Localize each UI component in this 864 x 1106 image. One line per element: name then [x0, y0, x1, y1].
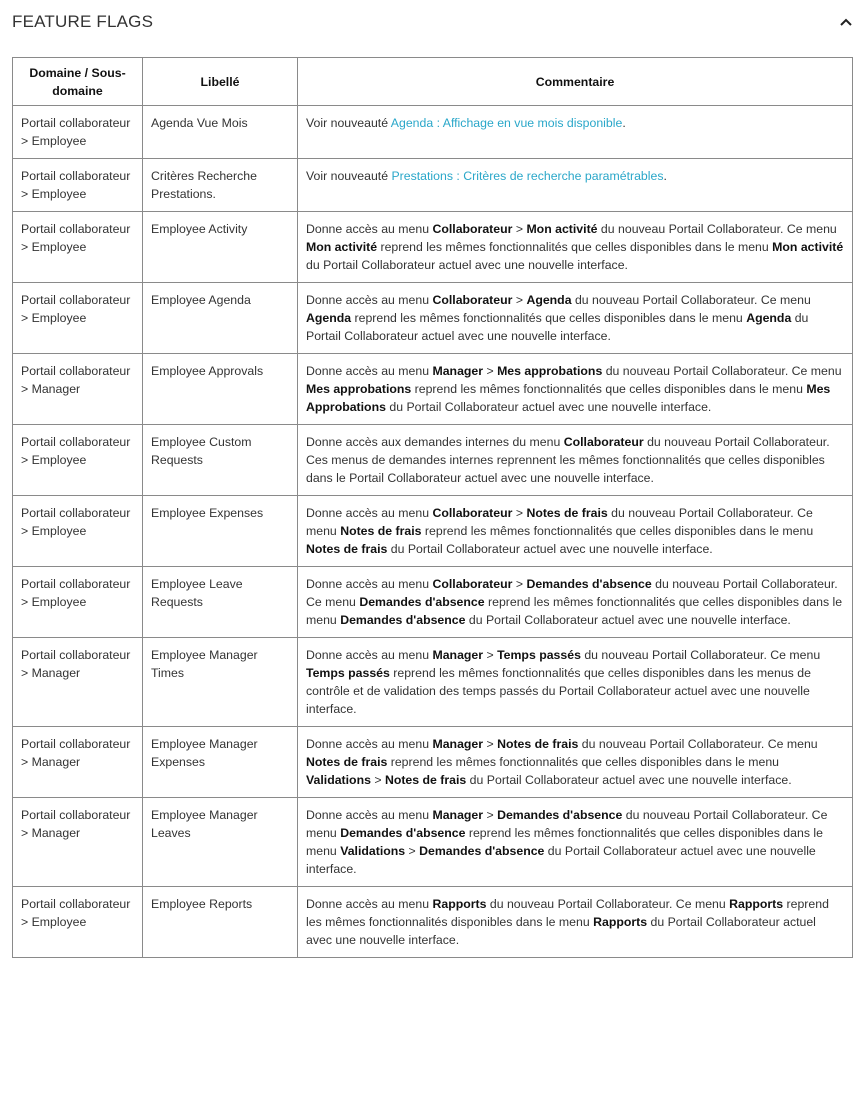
cell-comment [298, 106, 853, 159]
menu-name: Collaborateur [432, 293, 513, 307]
cell-domain: Portail collaborateur > Employee [13, 887, 143, 958]
menu-name: Validations [340, 844, 406, 858]
table-row [13, 106, 853, 159]
comment-text: Voir nouveauté [306, 169, 392, 183]
menu-name: Manager [432, 808, 484, 822]
cell-domain: Portail collaborateur > Employee [13, 567, 143, 638]
comment-text: Donne accès au menu [306, 222, 433, 236]
comment-text: > [512, 222, 527, 236]
news-link[interactable]: Agenda : Affichage en vue mois disponible [390, 116, 623, 130]
comment-text: > [483, 808, 498, 822]
menu-name: Collaborateur [432, 577, 513, 591]
comment-text: du Portail Collaborateur actuel avec une nouvelle interface. [466, 773, 792, 787]
comment-text: Donne accès aux demandes internes du menu [306, 435, 564, 449]
header-domain: Domaine / Sous-domaine [13, 58, 143, 106]
comment-text: du Portail Collaborateur actuel avec une nouvelle interface. [306, 844, 816, 876]
cell-comment [298, 638, 853, 727]
menu-name: Notes de frais [526, 506, 608, 520]
comment-text: du nouveau Portail Collaborateur. Ce menu [578, 737, 818, 751]
comment-text: du nouveau Portail Collaborateur. Ce menu [597, 222, 837, 236]
comment-text: > [405, 844, 420, 858]
cell-label: Employee Agenda [143, 283, 298, 354]
table-row [13, 425, 853, 496]
menu-name: Collaborateur [563, 435, 644, 449]
comment-text: du nouveau Portail Collaborateur. Ce menu [306, 808, 828, 840]
table-row [13, 159, 853, 212]
cell-domain: Portail collaborateur > Employee [13, 496, 143, 567]
cell-domain: Portail collaborateur > Manager [13, 638, 143, 727]
menu-name: Agenda [526, 293, 572, 307]
menu-name: Demandes d'absence [419, 844, 545, 858]
comment-text: . [663, 169, 667, 183]
menu-name: Manager [432, 737, 484, 751]
comment-text: Donne accès au menu [306, 648, 433, 662]
table-row [13, 887, 853, 958]
menu-name: Notes de frais [306, 755, 388, 769]
comment-text: > [483, 364, 498, 378]
cell-comment [298, 727, 853, 798]
menu-name: Mes Approbations [306, 382, 831, 414]
menu-name: Mon activité [306, 240, 378, 254]
menu-name: Demandes d'absence [526, 577, 652, 591]
table-row [13, 727, 853, 798]
cell-comment [298, 283, 853, 354]
comment-text: du nouveau Portail Collaborateur. Ce menu [306, 577, 838, 609]
table-row [13, 638, 853, 727]
cell-domain: Portail collaborateur > Employee [13, 212, 143, 283]
comment-text: du nouveau Portail Collaborateur. Ce menu [486, 897, 730, 911]
comment-text: reprend les mêmes fonctionnalités que celles disponibles dans le menu [387, 755, 780, 769]
comment-text: reprend les mêmes fonctionnalités que celles disponibles dans le menu [421, 524, 814, 538]
menu-name: Notes de frais [497, 737, 579, 751]
menu-name: Collaborateur [432, 222, 513, 236]
section-title: FEATURE FLAGS [12, 12, 154, 31]
header-comment: Commentaire [298, 58, 853, 106]
table-header-row [13, 58, 853, 106]
comment-text: du Portail Collaborateur actuel avec une nouvelle interface. [306, 915, 816, 947]
menu-name: Mes approbations [497, 364, 603, 378]
cell-comment [298, 798, 853, 887]
cell-comment [298, 159, 853, 212]
menu-name: Notes de frais [384, 773, 467, 787]
comment-text: Donne accès au menu [306, 506, 433, 520]
cell-comment [298, 887, 853, 958]
cell-label: Employee Leave Requests [143, 567, 298, 638]
cell-label: Employee Custom Requests [143, 425, 298, 496]
comment-text: du nouveau Portail Collaborateur. Ce menu [571, 293, 811, 307]
comment-text: . [622, 116, 626, 130]
comment-text: Donne accès au menu [306, 293, 433, 307]
cell-label: Employee Expenses [143, 496, 298, 567]
table-row [13, 283, 853, 354]
comment-text: du Portail Collaborateur actuel avec une nouvelle interface. [306, 311, 809, 343]
comment-text: Donne accès au menu [306, 577, 433, 591]
cell-domain: Portail collaborateur > Employee [13, 283, 143, 354]
comment-text: du nouveau Portail Collaborateur. Ces menus de demandes internes reprennent les mêmes fonctionnalités que celles disponibles dans le Portail Collaborateur actuel avec une nouvelle interface. [306, 435, 830, 485]
menu-name: Rapports [729, 897, 784, 911]
comment-text: du nouveau Portail Collaborateur. Ce menu [602, 364, 842, 378]
section-header [0, 0, 864, 46]
comment-text: reprend les mêmes fonctionnalités que celles disponibles dans le menu [377, 240, 773, 254]
comment-text: > [483, 648, 498, 662]
cell-comment [298, 425, 853, 496]
cell-domain: Portail collaborateur > Manager [13, 727, 143, 798]
comment-text: reprend les mêmes fonctionnalités que celles disponibles dans le menu [351, 311, 747, 325]
cell-label: Employee Activity [143, 212, 298, 283]
comment-text: reprend les mêmes fonctionnalités disponibles dans le menu [306, 897, 829, 929]
comment-text: du Portail Collaborateur actuel avec une nouvelle interface. [465, 613, 791, 627]
menu-name: Agenda [746, 311, 792, 325]
feature-flags-table [12, 57, 853, 958]
comment-text: Voir nouveauté [306, 116, 391, 130]
comment-text: > [370, 773, 385, 787]
menu-name: Temps passés [306, 666, 390, 680]
cell-comment [298, 212, 853, 283]
cell-comment [298, 496, 853, 567]
table-row [13, 496, 853, 567]
menu-name: Demandes d'absence [340, 826, 466, 840]
cell-label: Employee Reports [143, 887, 298, 958]
comment-text: reprend les mêmes fonctionnalités que celles disponibles dans le menu [306, 595, 843, 627]
menu-name: Manager [432, 648, 484, 662]
comment-text: > [512, 577, 527, 591]
menu-name: Demandes d'absence [359, 595, 485, 609]
menu-name: Manager [432, 364, 484, 378]
cell-label: Critères Recherche Prestations. [143, 159, 298, 212]
comment-text: Donne accès au menu [306, 737, 433, 751]
table-row [13, 567, 853, 638]
comment-text: reprend les mêmes fonctionnalités que celles disponibles dans le menu [306, 826, 823, 858]
comment-text: > [512, 293, 527, 307]
cell-comment [298, 354, 853, 425]
menu-name: Temps passés [497, 648, 581, 662]
cell-label: Agenda Vue Mois [143, 106, 298, 159]
menu-name: Mon activité [526, 222, 598, 236]
table-body [13, 106, 853, 958]
menu-name: Demandes d'absence [340, 613, 466, 627]
comment-text: du Portail Collaborateur actuel avec une nouvelle interface. [387, 542, 713, 556]
comment-text: Donne accès au menu [306, 808, 433, 822]
comment-text: reprend les mêmes fonctionnalités que celles disponibles dans le menu [411, 382, 807, 396]
cell-domain: Portail collaborateur > Manager [13, 798, 143, 887]
table-row [13, 798, 853, 887]
comment-text: > [483, 737, 498, 751]
comment-text: du Portail Collaborateur actuel avec une nouvelle interface. [385, 400, 712, 414]
cell-label: Employee Manager Times [143, 638, 298, 727]
cell-label: Employee Manager Leaves [143, 798, 298, 887]
menu-name: Rapports [432, 897, 487, 911]
comment-text: du Portail Collaborateur actuel avec une nouvelle interface. [306, 258, 628, 272]
menu-name: Rapports [593, 915, 648, 929]
chevron-up-icon[interactable] [838, 14, 854, 30]
cell-domain: Portail collaborateur > Employee [13, 425, 143, 496]
header-label: Libellé [143, 58, 298, 106]
menu-name: Notes de frais [340, 524, 422, 538]
cell-label: Employee Approvals [143, 354, 298, 425]
menu-name: Mon activité [772, 240, 844, 254]
table-row [13, 354, 853, 425]
menu-name: Validations [306, 773, 371, 787]
comment-text: du nouveau Portail Collaborateur. Ce menu [306, 506, 813, 538]
menu-name: Mes approbations [306, 382, 412, 396]
menu-name: Demandes d'absence [497, 808, 623, 822]
comment-text: Donne accès au menu [306, 897, 433, 911]
table-row [13, 212, 853, 283]
comment-text: du nouveau Portail Collaborateur. Ce menu [580, 648, 821, 662]
cell-domain: Portail collaborateur > Manager [13, 354, 143, 425]
cell-domain: Portail collaborateur > Employee [13, 159, 143, 212]
news-link[interactable]: Prestations : Critères de recherche paramétrables [391, 169, 664, 183]
menu-name: Notes de frais [306, 542, 388, 556]
menu-name: Collaborateur [432, 506, 513, 520]
cell-domain: Portail collaborateur > Employee [13, 106, 143, 159]
cell-label: Employee Manager Expenses [143, 727, 298, 798]
comment-text: > [512, 506, 527, 520]
menu-name: Agenda [306, 311, 352, 325]
comment-text: reprend les mêmes fonctionnalités que celles disponibles dans les menus de contrôle et de validation des temps passés du Portail Collaborateur actuel avec une nouvelle interface. [306, 666, 811, 716]
cell-comment [298, 567, 853, 638]
comment-text: Donne accès au menu [306, 364, 433, 378]
